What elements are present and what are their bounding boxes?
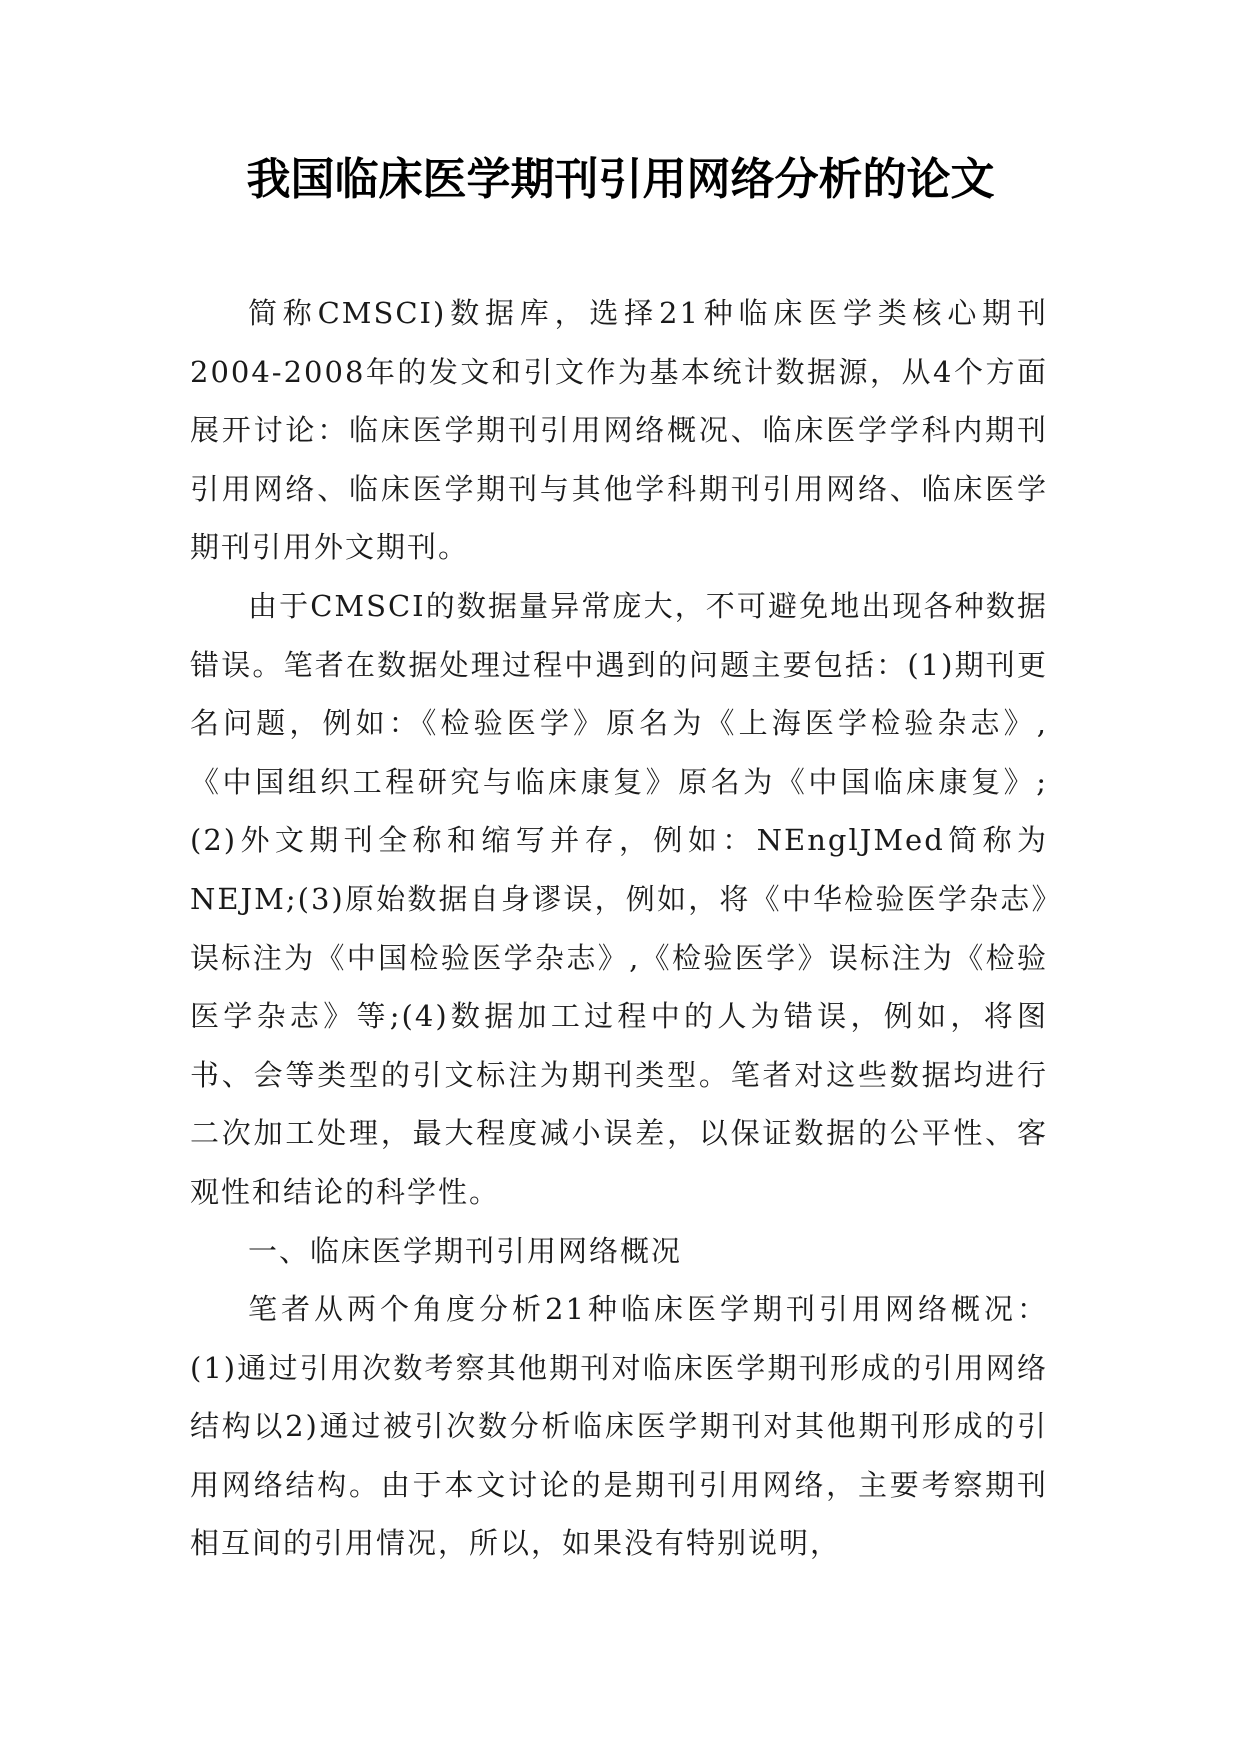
section-heading: 一、临床医学期刊引用网络概况 xyxy=(248,1233,683,1268)
document-body xyxy=(190,284,1048,1573)
paragraph-intro: 简称CMSCI)数据库，选择21种临床医学类核心期刊2004-2008年的发文和引文作为基本统计数据源，从4个方面展开讨论：临床医学期刊引用网络概况、临床医学学科内期刊引用网络、临床医学期刊与其他学科期刊引用网络、临床医学期刊引用外文期刊。 xyxy=(190,296,1048,565)
document-title: 我国临床医学期刊引用网络分析的论文 xyxy=(246,154,995,205)
paragraph-data-errors: 由于CMSCI的数据量异常庞大，不可避免地出现各种数据错误。笔者在数据处理过程中遇到的问题主要包括：(1)期刊更名问题，例如：《检验医学》原名为《上海医学检验杂志》,《中国组织工程研究与临床康复》原名为《中国临床康复》;(2)外文期刊全称和缩写并存，例如：NEnglJMed简称为NEJM;(3)原始数据自身谬误，例如，将《中华检验医学杂志》误标注为《中国检验医学杂志》,《检验医学》误标注为《检验医学杂志》等;(4)数据加工过程中的人为错误，例如，将图书、会等类型的引文标注为期刊类型。笔者对这些数据均进行二次加工处理，最大程度减小误差，以保证数据的公平性、客观性和结论的科学性。 xyxy=(190,588,1048,1209)
paragraph-section-one: 笔者从两个角度分析21种临床医学期刊引用网络概况：(1)通过引用次数考察其他期刊对临床医学期刊形成的引用网络结构以2)通过被引次数分析临床医学期刊对其他期刊形成的引用网络结构。由于本文讨论的是期刊引用网络，主要考察期刊相互间的引用情况，所以，如果没有特别说明， xyxy=(190,1292,1048,1561)
